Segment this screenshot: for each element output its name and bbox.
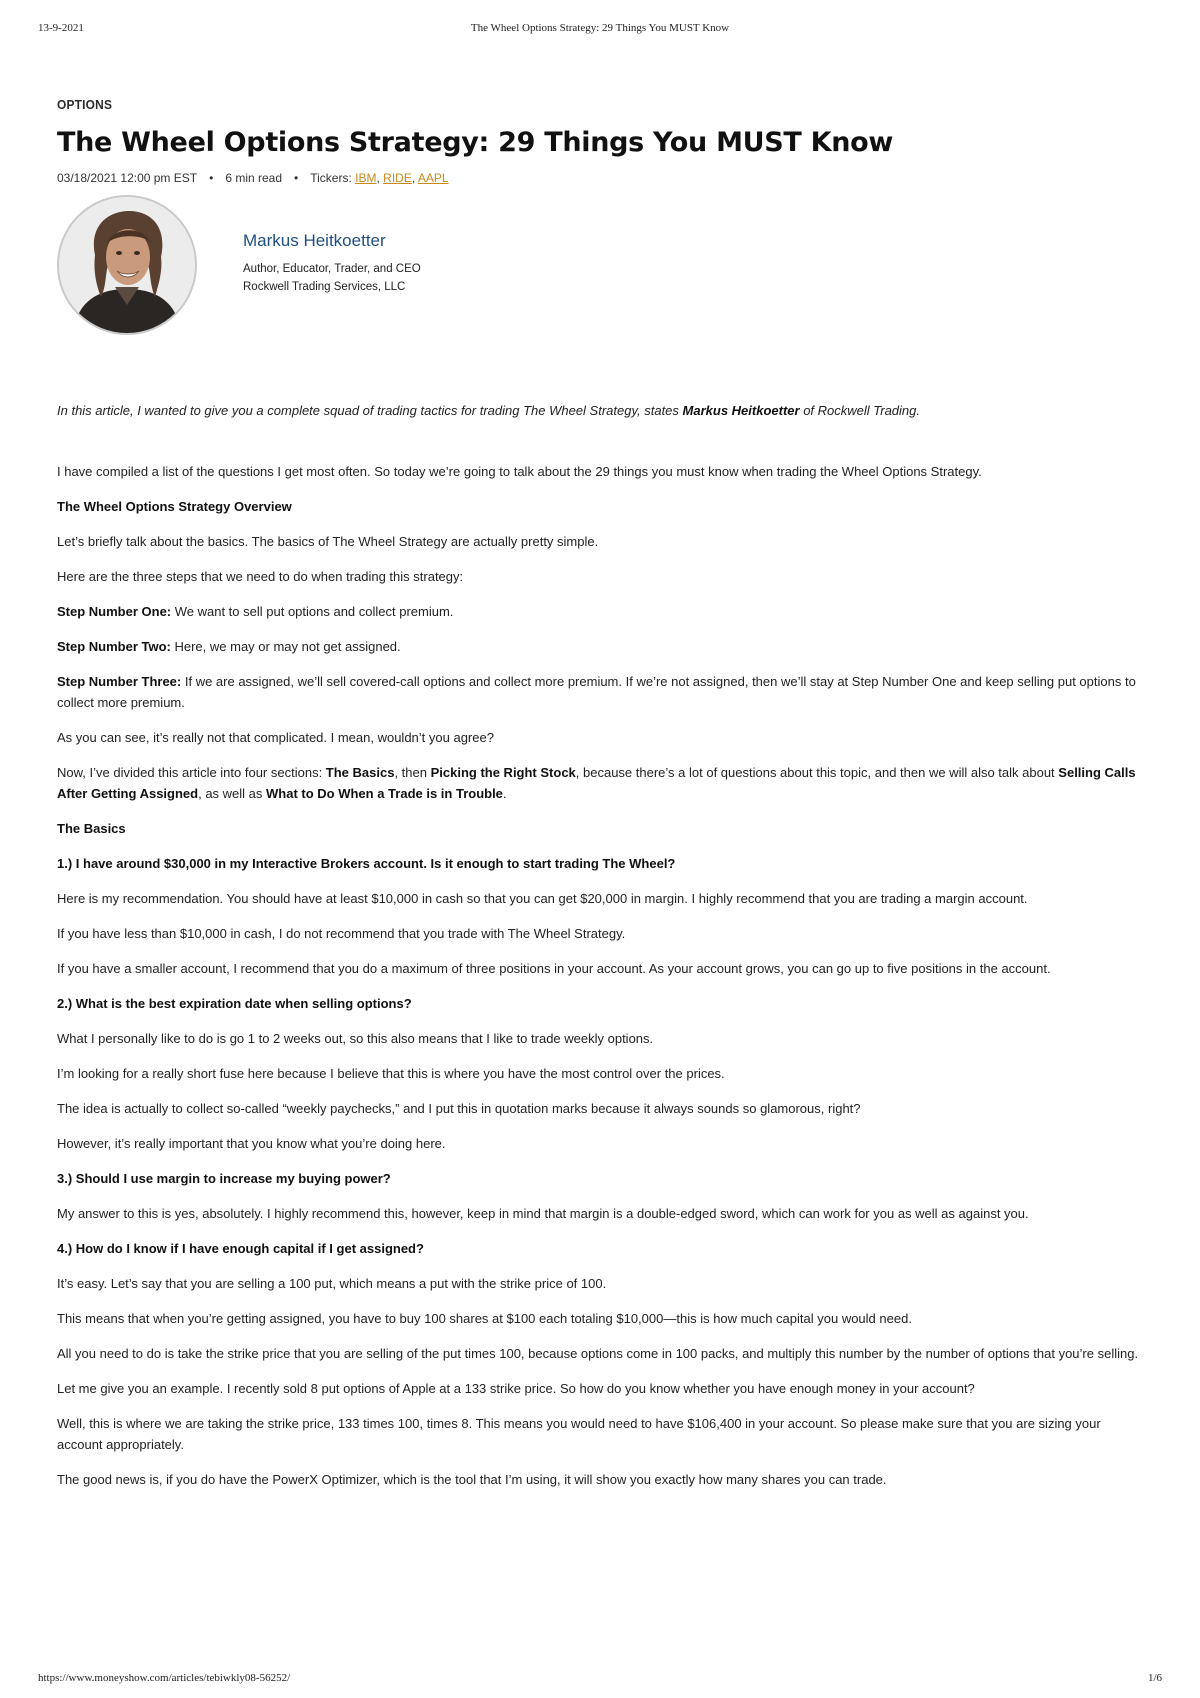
paragraph: Well, this is where we are taking the strike price, 133 times 100, times 8. This means you would need to have $106,400 in your account. So please make sure that you are sizing your account appropriately. bbox=[57, 1416, 1101, 1452]
paragraph: The idea is actually to collect so-called “weekly paychecks,” and I put this in quotation marks because it always sounds so glamorous, right? bbox=[57, 1101, 861, 1116]
author-photo-icon bbox=[59, 197, 195, 333]
ticker-link-aapl[interactable]: AAPL bbox=[417, 171, 449, 185]
paragraph: It’s easy. Let’s say that you are selling a 100 put, which means a put with the strike price of 100. bbox=[57, 1276, 607, 1291]
meta-bullet: • bbox=[294, 171, 299, 185]
paragraph: I have compiled a list of the questions I get most often. So today we’re going to talk about the 29 things you must know when trading the Wheel Options Strategy. bbox=[57, 464, 982, 479]
question-heading: 3.) Should I use margin to increase my buying power? bbox=[57, 1171, 391, 1186]
sections-paragraph: Now, I’ve divided this article into four sections: The Basics, then Picking the Right Stock, because there’s a lot of questions about this topic, and then we will also talk about Selling Calls After Getting Assigned, as well as What to Do When a Trade is in Trouble. bbox=[57, 765, 1136, 801]
author-avatar bbox=[57, 195, 197, 335]
print-page-number: 1/6 bbox=[1147, 1672, 1162, 1684]
paragraph: I’m looking for a really short fuse here because I believe that this is where you have the most control over the prices. bbox=[57, 1066, 725, 1081]
read-time: 6 min read bbox=[225, 171, 283, 185]
paragraph: Here is my recommendation. You should have at least $10,000 in cash so that you can get $20,000 in margin. I highly recommend that you are trading a margin account. bbox=[57, 891, 1028, 906]
paragraph: If you have less than $10,000 in cash, I do not recommend that you trade with The Wheel Strategy. bbox=[57, 926, 626, 941]
question-heading: 2.) What is the best expiration date when selling options? bbox=[57, 996, 412, 1011]
author-block bbox=[57, 195, 657, 335]
publish-date: 03/18/2021 12:00 pm EST bbox=[57, 171, 198, 185]
author-role: Author, Educator, Trader, and CEO bbox=[243, 263, 421, 275]
print-url: https://www.moneyshow.com/articles/tebiwkly08-56252/ bbox=[38, 1672, 291, 1684]
article-body bbox=[57, 400, 1143, 1504]
paragraph: The good news is, if you do have the PowerX Optimizer, which is the tool that I’m using, it will show you exactly how many shares you can trade. bbox=[57, 1472, 887, 1487]
paragraph: Let’s briefly talk about the basics. The basics of The Wheel Strategy are actually pretty simple. bbox=[57, 534, 599, 549]
paragraph: All you need to do is take the strike price that you are selling of the put times 100, because options come in 100 packs, and multiply this number by the number of options that you’re selling. bbox=[57, 1346, 1139, 1361]
paragraph: Here are the three steps that we need to do when trading this strategy: bbox=[57, 569, 464, 584]
author-name[interactable]: Markus Heitkoetter bbox=[243, 231, 386, 250]
paragraph: As you can see, it’s really not that complicated. I mean, wouldn’t you agree? bbox=[57, 730, 494, 745]
article-meta: 03/18/2021 12:00 pm EST • 6 min read • Tickers: IBM, RIDE, AAPL bbox=[57, 171, 449, 185]
step-paragraph: Step Number Three: If we are assigned, we’ll sell covered-call options and collect more premium. If we’re not assigned, then we’ll stay at Step Number One and keep selling put options to collect more premium. bbox=[57, 674, 1136, 710]
question-heading: 4.) How do I know if I have enough capital if I get assigned? bbox=[57, 1241, 424, 1256]
paragraph: If you have a smaller account, I recommend that you do a maximum of three positions in your account. As your account grows, you can go up to five positions in the account. bbox=[57, 961, 1051, 976]
print-date: 13-9-2021 bbox=[38, 22, 84, 34]
section-heading: The Wheel Options Strategy Overview bbox=[57, 499, 292, 514]
tickers-label: Tickers: bbox=[310, 171, 352, 185]
question-heading: 1.) I have around $30,000 in my Interactive Brokers account. Is it enough to start trading The Wheel? bbox=[57, 856, 676, 871]
step-paragraph: Step Number Two: Here, we may or may not get assigned. bbox=[57, 639, 401, 654]
article bbox=[57, 97, 1143, 1487]
paragraph: What I personally like to do is go 1 to 2 weeks out, so this also means that I like to trade weekly options. bbox=[57, 1031, 654, 1046]
paragraph: However, it’s really important that you know what you’re doing here. bbox=[57, 1136, 446, 1151]
paragraph: My answer to this is yes, absolutely. I highly recommend this, however, keep in mind that margin is a double-edged sword, which can work for you as well as against you. bbox=[57, 1206, 1029, 1221]
meta-bullet: • bbox=[209, 171, 214, 185]
article-category[interactable]: OPTIONS bbox=[57, 97, 113, 112]
print-footer bbox=[38, 1672, 1162, 1688]
article-intro: In this article, I wanted to give you a complete squad of trading tactics for trading The Wheel Strategy, states Markus Heitkoetter of Rockwell Trading. bbox=[57, 403, 920, 418]
step-paragraph: Step Number One: We want to sell put options and collect premium. bbox=[57, 604, 454, 619]
paragraph: This means that when you’re getting assigned, you have to buy 100 shares at $100 each totaling $10,000—this is how much capital you would need. bbox=[57, 1311, 912, 1326]
print-page-title: The Wheel Options Strategy: 29 Things You MUST Know bbox=[470, 22, 730, 34]
author-company: Rockwell Trading Services, LLC bbox=[243, 281, 406, 293]
intro-author-name: Markus Heitkoetter bbox=[682, 403, 800, 418]
ticker-link-ibm[interactable]: IBM bbox=[355, 171, 377, 185]
article-title: The Wheel Options Strategy: 29 Things You MUST Know bbox=[57, 127, 894, 158]
paragraph: Let me give you an example. I recently sold 8 put options of Apple at a 133 strike price. So how do you know whether you have enough money in your account? bbox=[57, 1381, 975, 1396]
print-header bbox=[38, 22, 1162, 38]
section-heading: The Basics bbox=[57, 821, 126, 836]
ticker-link-ride[interactable]: RIDE bbox=[383, 171, 412, 185]
